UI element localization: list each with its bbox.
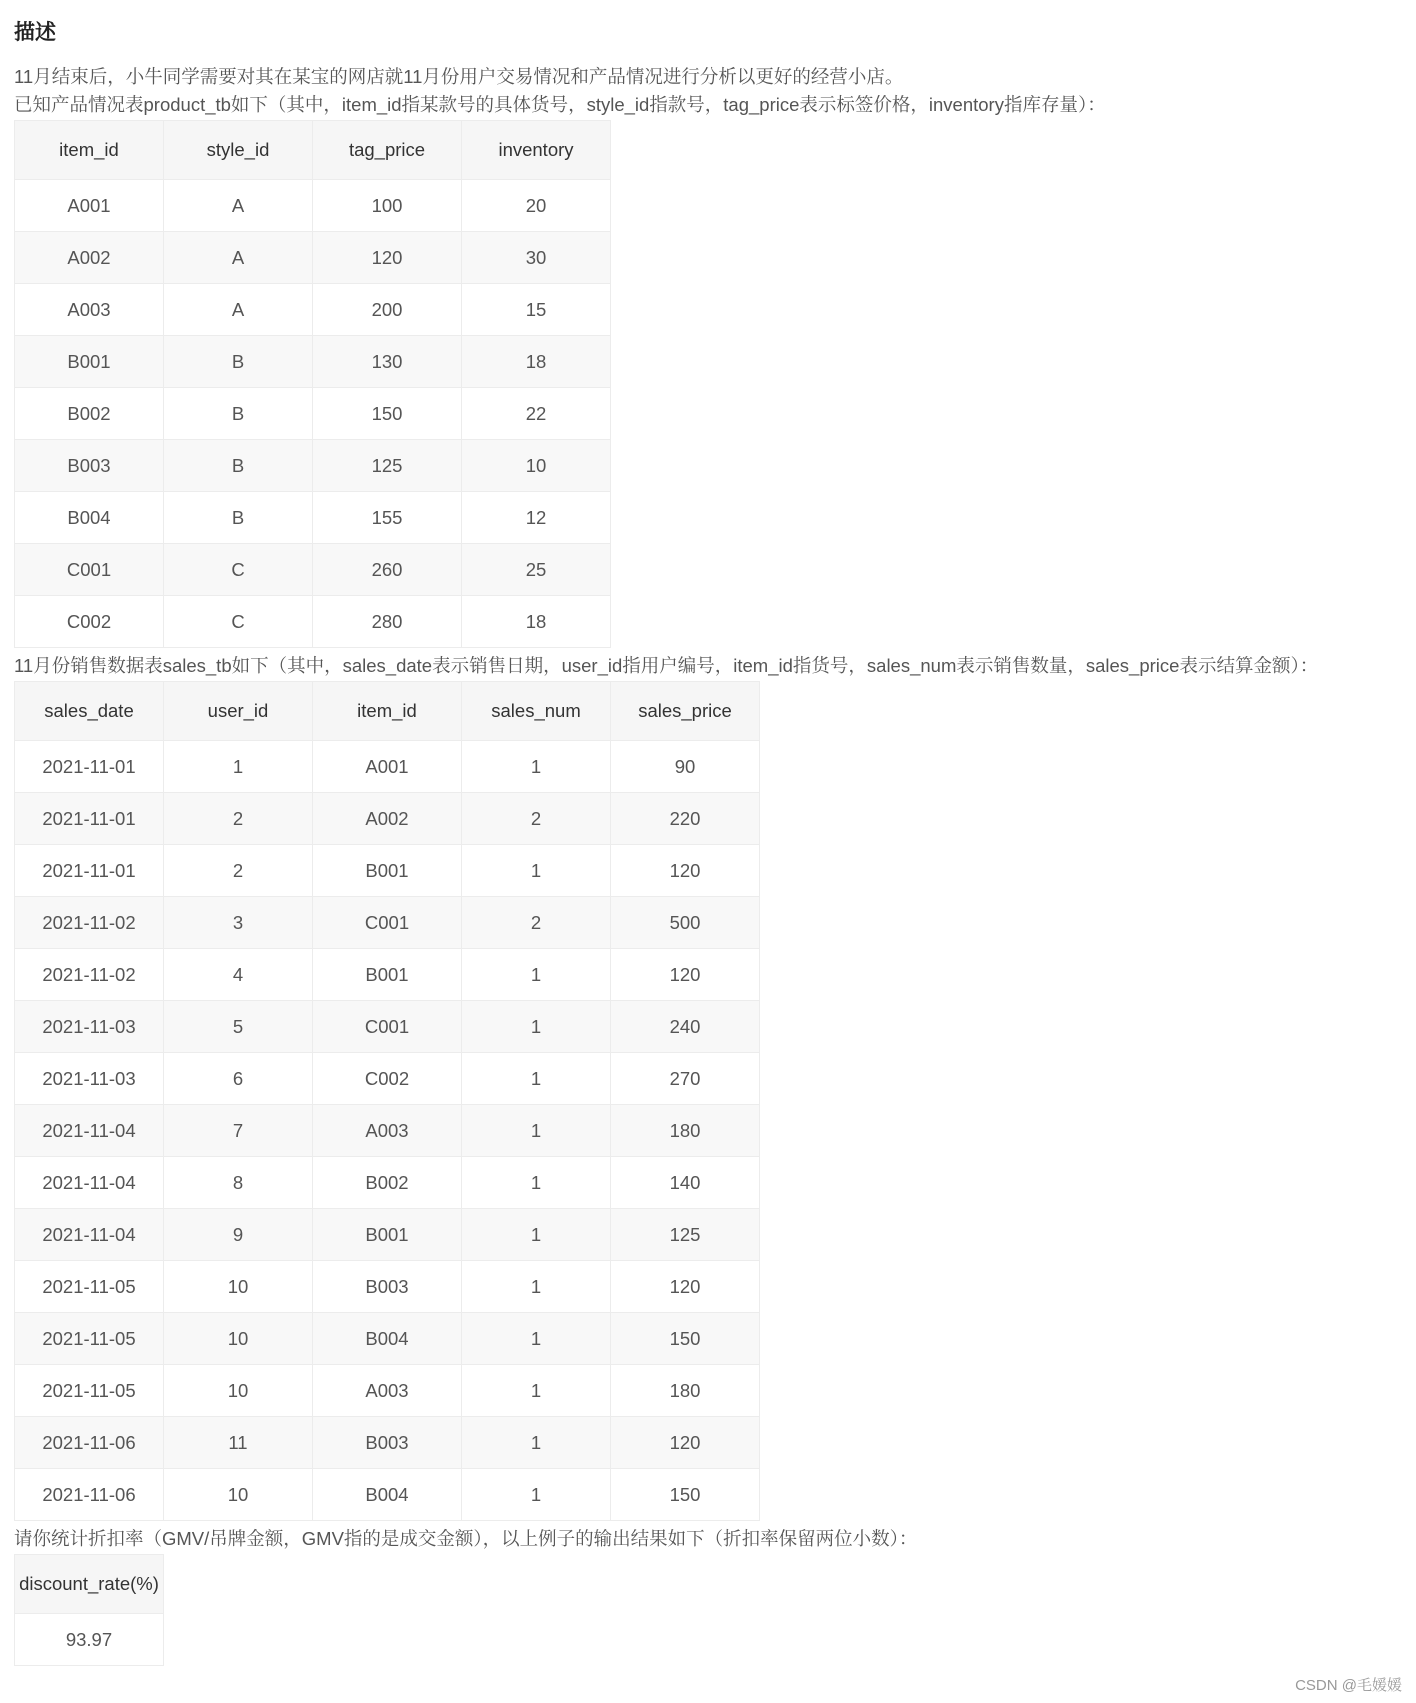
table-row	[15, 741, 760, 793]
table-cell: 2	[462, 897, 611, 949]
table-cell: 6	[164, 1053, 313, 1105]
table-cell: 155	[313, 492, 462, 544]
table-cell: 1	[462, 1105, 611, 1157]
table-cell: 120	[611, 1261, 760, 1313]
table-row	[15, 1157, 760, 1209]
table-cell: 12	[462, 492, 611, 544]
table-cell: C001	[313, 897, 462, 949]
table-row	[15, 897, 760, 949]
table-cell: A003	[313, 1365, 462, 1417]
table-cell: A002	[15, 232, 164, 284]
table-cell: 7	[164, 1105, 313, 1157]
table-cell: B003	[313, 1261, 462, 1313]
product-table	[14, 120, 611, 648]
table-cell: 140	[611, 1157, 760, 1209]
table-cell: 100	[313, 180, 462, 232]
table-row	[15, 232, 611, 284]
table-row	[15, 1053, 760, 1105]
table-cell: 2021-11-04	[15, 1157, 164, 1209]
table-cell: B004	[15, 492, 164, 544]
table-cell: B	[164, 388, 313, 440]
table-cell: 125	[313, 440, 462, 492]
column-header: tag_price	[313, 121, 462, 180]
table-cell: 10	[462, 440, 611, 492]
table-row	[15, 388, 611, 440]
table-row	[15, 336, 611, 388]
table-cell: B	[164, 492, 313, 544]
table-cell: 2021-11-01	[15, 741, 164, 793]
table-cell: 2021-11-05	[15, 1365, 164, 1417]
table-cell: 8	[164, 1157, 313, 1209]
intro-text: 11月结束后，小牛同学需要对其在某宝的网店就11月份用户交易情况和产品情况进行分析以更好的经营小店。	[14, 66, 904, 87]
table-cell: 2021-11-04	[15, 1105, 164, 1157]
table-cell: 1	[462, 1157, 611, 1209]
table-cell: 2	[462, 793, 611, 845]
table-cell: 260	[313, 544, 462, 596]
table-cell: B002	[15, 388, 164, 440]
table-cell: 1	[164, 741, 313, 793]
watermark: CSDN @毛媛媛	[1295, 1677, 1402, 1694]
table-cell: B	[164, 336, 313, 388]
table-row	[15, 1001, 760, 1053]
table-cell: 200	[313, 284, 462, 336]
table-row	[15, 1417, 760, 1469]
result-table	[14, 1554, 164, 1666]
table-row	[15, 1105, 760, 1157]
table-cell: 15	[462, 284, 611, 336]
table-cell: B	[164, 440, 313, 492]
table-cell: 2021-11-05	[15, 1261, 164, 1313]
problem-description	[14, 16, 1404, 1670]
table-row	[15, 1614, 164, 1666]
table-row	[15, 793, 760, 845]
table-cell: A003	[313, 1105, 462, 1157]
sales-table-description: 11月份销售数据表sales_tb如下（其中，sales_date表示销售日期，user_id指用户编号，item_id指货号，sales_num表示销售数量，sales_price表示结算金额）：	[14, 655, 1319, 676]
table-cell: 1	[462, 1469, 611, 1521]
table-row	[15, 845, 760, 897]
table-cell: 20	[462, 180, 611, 232]
table-cell: C001	[313, 1001, 462, 1053]
table-row	[15, 440, 611, 492]
table-cell: 1	[462, 1313, 611, 1365]
section-title: 描述	[14, 21, 56, 44]
table-row	[15, 180, 611, 232]
table-cell: 2021-11-05	[15, 1313, 164, 1365]
table-cell: C001	[15, 544, 164, 596]
table-cell: B002	[313, 1157, 462, 1209]
table-cell: 180	[611, 1365, 760, 1417]
table-cell: A	[164, 232, 313, 284]
table-cell: 2021-11-01	[15, 793, 164, 845]
table-cell: A003	[15, 284, 164, 336]
table-cell: 2021-11-06	[15, 1417, 164, 1469]
table-cell: 93.97	[15, 1614, 164, 1666]
table-cell: 1	[462, 1209, 611, 1261]
table-cell: 2021-11-04	[15, 1209, 164, 1261]
table-row	[15, 1365, 760, 1417]
table-cell: 10	[164, 1469, 313, 1521]
table-cell: 2021-11-03	[15, 1053, 164, 1105]
table-cell: 1	[462, 1365, 611, 1417]
table-cell: 11	[164, 1417, 313, 1469]
table-cell: C	[164, 544, 313, 596]
table-cell: 90	[611, 741, 760, 793]
table-cell: 240	[611, 1001, 760, 1053]
table-cell: 1	[462, 741, 611, 793]
table-cell: 30	[462, 232, 611, 284]
table-cell: 130	[313, 336, 462, 388]
table-row	[15, 492, 611, 544]
table-cell: 1	[462, 1417, 611, 1469]
column-header: sales_num	[462, 682, 611, 741]
table-cell: A	[164, 180, 313, 232]
table-cell: 1	[462, 949, 611, 1001]
table-cell: 150	[313, 388, 462, 440]
table-cell: 2	[164, 845, 313, 897]
table-cell: 2021-11-02	[15, 897, 164, 949]
table-cell: C002	[15, 596, 164, 648]
table-cell: 500	[611, 897, 760, 949]
table-cell: 120	[611, 1417, 760, 1469]
table-cell: 5	[164, 1001, 313, 1053]
column-header: style_id	[164, 121, 313, 180]
table-header-row	[15, 682, 760, 741]
column-header: user_id	[164, 682, 313, 741]
table-cell: 18	[462, 596, 611, 648]
table-cell: B001	[15, 336, 164, 388]
table-cell: C002	[313, 1053, 462, 1105]
table-cell: A	[164, 284, 313, 336]
table-cell: 2021-11-01	[15, 845, 164, 897]
table-cell: A001	[313, 741, 462, 793]
table-cell: 120	[611, 845, 760, 897]
table-row	[15, 544, 611, 596]
table-cell: 25	[462, 544, 611, 596]
table-cell: 1	[462, 1001, 611, 1053]
table-cell: B003	[15, 440, 164, 492]
column-header: sales_date	[15, 682, 164, 741]
product-table-description: 已知产品情况表product_tb如下（其中，item_id指某款号的具体货号，style_id指款号，tag_price表示标签价格，inventory指库存量）：	[14, 94, 1106, 115]
table-cell: 2021-11-03	[15, 1001, 164, 1053]
table-cell: 120	[611, 949, 760, 1001]
table-cell: 4	[164, 949, 313, 1001]
table-cell: 10	[164, 1313, 313, 1365]
table-cell: C	[164, 596, 313, 648]
table-cell: B001	[313, 949, 462, 1001]
table-cell: B001	[313, 845, 462, 897]
table-cell: 9	[164, 1209, 313, 1261]
table-cell: 1	[462, 1053, 611, 1105]
table-row	[15, 1313, 760, 1365]
table-row	[15, 1469, 760, 1521]
table-cell: 3	[164, 897, 313, 949]
table-row	[15, 284, 611, 336]
table-cell: A002	[313, 793, 462, 845]
table-cell: 220	[611, 793, 760, 845]
table-cell: 18	[462, 336, 611, 388]
table-cell: 22	[462, 388, 611, 440]
table-cell: 10	[164, 1365, 313, 1417]
column-header: sales_price	[611, 682, 760, 741]
table-header-row	[15, 121, 611, 180]
column-header: item_id	[15, 121, 164, 180]
table-row	[15, 596, 611, 648]
table-cell: 120	[313, 232, 462, 284]
table-cell: 10	[164, 1261, 313, 1313]
table-cell: 2	[164, 793, 313, 845]
question-text: 请你统计折扣率（GMV/吊牌金额，GMV指的是成交金额），以上例子的输出结果如下（折扣率保留两位小数）：	[14, 1528, 918, 1549]
table-cell: 2021-11-02	[15, 949, 164, 1001]
table-cell: B003	[313, 1417, 462, 1469]
table-header-row	[15, 1555, 164, 1614]
table-cell: 180	[611, 1105, 760, 1157]
table-cell: 1	[462, 1261, 611, 1313]
table-row	[15, 949, 760, 1001]
sales-table	[14, 681, 760, 1521]
table-row	[15, 1209, 760, 1261]
table-cell: 1	[462, 845, 611, 897]
table-cell: B001	[313, 1209, 462, 1261]
column-header: discount_rate(%)	[15, 1555, 164, 1614]
table-cell: 150	[611, 1469, 760, 1521]
column-header: inventory	[462, 121, 611, 180]
table-cell: 280	[313, 596, 462, 648]
table-cell: 150	[611, 1313, 760, 1365]
table-cell: B004	[313, 1469, 462, 1521]
table-cell: A001	[15, 180, 164, 232]
table-cell: 270	[611, 1053, 760, 1105]
table-cell: 2021-11-06	[15, 1469, 164, 1521]
table-cell: 125	[611, 1209, 760, 1261]
table-row	[15, 1261, 760, 1313]
column-header: item_id	[313, 682, 462, 741]
table-cell: B004	[313, 1313, 462, 1365]
